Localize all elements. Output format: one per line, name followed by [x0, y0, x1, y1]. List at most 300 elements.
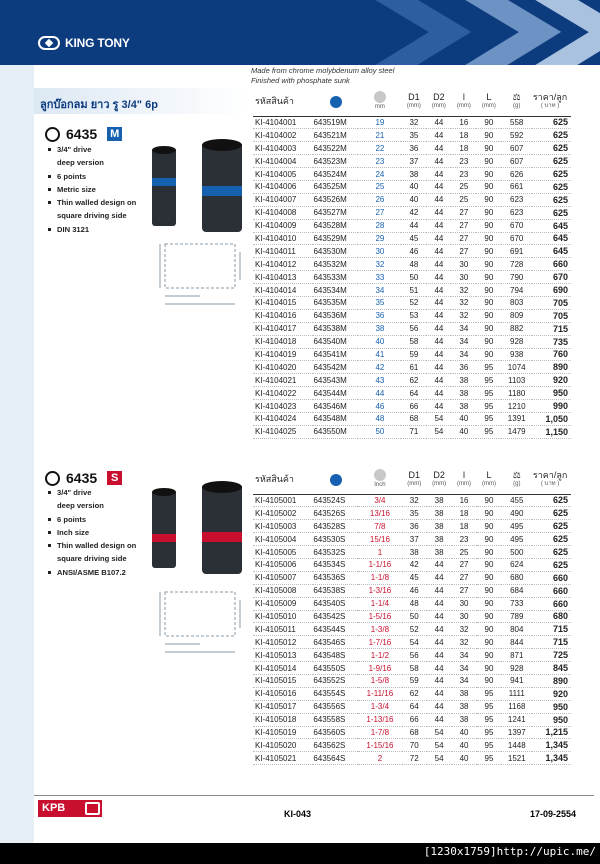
- table-row: [253, 584, 571, 597]
- ref-code: 643540S: [313, 597, 358, 610]
- d2-value: 38: [427, 533, 452, 546]
- table-row: [253, 533, 571, 546]
- ref-code: 643527M: [313, 206, 358, 219]
- item-code: KI-4104005: [253, 168, 313, 181]
- price-value: 1,215: [532, 726, 571, 739]
- d1-value: 38: [401, 168, 426, 181]
- price-value: 1,345: [532, 739, 571, 752]
- d2-value: 44: [426, 206, 451, 219]
- l1-value: 40: [451, 425, 476, 438]
- weight-value: 1103: [501, 374, 532, 387]
- l1-value: 38: [451, 374, 476, 387]
- weight-value: 871: [501, 649, 532, 662]
- weight-value: 455: [501, 494, 532, 507]
- weight-value: 1521: [501, 752, 532, 765]
- l1-value: 40: [451, 412, 476, 425]
- socket-size: 38: [358, 322, 401, 335]
- price-value: 1,150: [532, 425, 571, 438]
- price-value: 625: [532, 193, 571, 206]
- ref-code: 643538M: [313, 322, 358, 335]
- item-code: KI-4104025: [253, 425, 313, 438]
- price-value: 670: [532, 271, 571, 284]
- l-value: 95: [476, 374, 501, 387]
- feature-item: 6 points: [48, 170, 136, 183]
- socket-size-icon: [374, 469, 386, 481]
- item-code: KI-4104002: [253, 129, 313, 142]
- l-value: 90: [476, 193, 501, 206]
- l1-value: 18: [452, 507, 477, 520]
- weight-value: 1210: [501, 400, 532, 413]
- item-code: KI-4105002: [253, 507, 313, 520]
- d2-value: 54: [427, 726, 452, 739]
- ref-code: 643533M: [313, 271, 358, 284]
- item-code: KI-4104016: [253, 309, 313, 322]
- l-value: 95: [477, 739, 502, 752]
- socket-photo-metric: [140, 138, 255, 238]
- socket-size: 13/16: [358, 507, 402, 520]
- arrow-graphic: [340, 0, 600, 65]
- price-value: 990: [532, 400, 571, 413]
- l1-value: 27: [451, 232, 476, 245]
- socket-size: 15/16: [358, 533, 402, 546]
- weight-value: 809: [501, 309, 532, 322]
- table-row: [253, 520, 571, 533]
- ref-code: 643524M: [313, 168, 358, 181]
- d1-value: 52: [402, 623, 427, 636]
- d1-value: 35: [402, 507, 427, 520]
- item-code: KI-4104022: [253, 387, 313, 400]
- d1-value: 40: [401, 180, 426, 193]
- table-row: [253, 571, 571, 584]
- socket-size: 1-5/16: [358, 610, 402, 623]
- socket-size: 1-11/16: [358, 687, 402, 700]
- socket-size: 25: [358, 180, 401, 193]
- d2-value: 44: [426, 284, 451, 297]
- socket-size: 32: [358, 258, 401, 271]
- ref-code: 643525M: [313, 180, 358, 193]
- item-code: KI-4104006: [253, 180, 313, 193]
- price-value: 625: [532, 206, 571, 219]
- socket-size: 1-13/16: [358, 713, 402, 726]
- feature-item: Metric size: [48, 183, 136, 196]
- item-code: KI-4105019: [253, 726, 313, 739]
- weight-value: 728: [501, 258, 532, 271]
- item-code: KI-4105015: [253, 674, 313, 687]
- l1-value: 18: [452, 520, 477, 533]
- kpb-logo: KPB: [38, 800, 102, 817]
- d2-value: 44: [426, 155, 451, 168]
- watermark: [1230x1759]http://upic.me/: [423, 845, 596, 858]
- item-code: KI-4104008: [253, 206, 313, 219]
- weight-value: 500: [501, 546, 532, 559]
- d1-value: 53: [401, 309, 426, 322]
- price-value: 890: [532, 361, 571, 374]
- d2-value: 54: [427, 752, 452, 765]
- ref-code: 643530S: [313, 533, 358, 546]
- table-row: [253, 412, 571, 425]
- weight-value: 624: [501, 558, 532, 571]
- l1-value: 27: [452, 584, 477, 597]
- l-value: 90: [477, 584, 502, 597]
- table-row: [253, 206, 571, 219]
- ref-code: 643544S: [313, 623, 358, 636]
- ref-code: 643548S: [313, 649, 358, 662]
- kpb-logo-icon: [85, 802, 100, 815]
- ref-code: 643528M: [313, 219, 358, 232]
- l-value: 90: [477, 533, 502, 546]
- weight-value: 794: [501, 284, 532, 297]
- ref-code: 643544M: [313, 387, 358, 400]
- l1-value: 34: [451, 322, 476, 335]
- price-value: 660: [532, 258, 571, 271]
- d1-value: 58: [402, 662, 427, 675]
- socket-size: 1-3/16: [358, 584, 402, 597]
- d2-value: 44: [427, 623, 452, 636]
- item-code: KI-4105010: [253, 610, 313, 623]
- socket-size: 35: [358, 296, 401, 309]
- ref-code: 643528S: [313, 520, 358, 533]
- table-row: [253, 232, 571, 245]
- d2-value: 44: [426, 180, 451, 193]
- d2-value: 44: [426, 400, 451, 413]
- price-value: 625: [532, 558, 571, 571]
- d2-value: 44: [427, 700, 452, 713]
- weight-value: 733: [501, 597, 532, 610]
- l-value: 90: [476, 309, 501, 322]
- table-row: [253, 193, 571, 206]
- d2-value: 44: [426, 361, 451, 374]
- d2-value: 44: [427, 558, 452, 571]
- price-value: 625: [532, 142, 571, 155]
- ref-code: 643534M: [313, 284, 358, 297]
- feature-item: square driving side: [57, 211, 127, 221]
- d1-value: 42: [402, 558, 427, 571]
- l1-value: 36: [451, 361, 476, 374]
- l-value: 95: [477, 752, 502, 765]
- scale-icon: ⚖: [512, 469, 521, 480]
- l-value: 90: [477, 610, 502, 623]
- d2-value: 38: [427, 546, 452, 559]
- l-value: 90: [477, 623, 502, 636]
- d1-value: 71: [401, 425, 426, 438]
- d1-value: 68: [401, 412, 426, 425]
- l-value: 90: [476, 116, 501, 129]
- socket-size: 1: [358, 546, 402, 559]
- ref-code: 643521M: [313, 129, 358, 142]
- l1-value: 38: [452, 713, 477, 726]
- feature-item: DIN 3121: [48, 223, 136, 236]
- l-value: 90: [476, 271, 501, 284]
- d1-value: 61: [401, 361, 426, 374]
- item-code: KI-4104021: [253, 374, 313, 387]
- ref-code: 643524S: [313, 494, 358, 507]
- weight-value: 680: [501, 571, 532, 584]
- d1-value: 40: [401, 193, 426, 206]
- item-code: KI-4105021: [253, 752, 313, 765]
- l1-value: 34: [452, 649, 477, 662]
- weight-value: 941: [501, 674, 532, 687]
- table-row: [253, 674, 571, 687]
- weight-value: 495: [501, 533, 532, 546]
- item-code: KI-4104013: [253, 271, 313, 284]
- l1-value: 30: [451, 258, 476, 271]
- item-code: KI-4104007: [253, 193, 313, 206]
- l-value: 90: [476, 142, 501, 155]
- socket-size: 26: [358, 193, 401, 206]
- d1-value: 70: [402, 739, 427, 752]
- item-code: KI-4105008: [253, 584, 313, 597]
- l1-value: 38: [451, 400, 476, 413]
- l1-value: 38: [452, 687, 477, 700]
- table-row: [253, 374, 571, 387]
- ref-code: 643552S: [313, 674, 358, 687]
- socket-size: 43: [358, 374, 401, 387]
- table-row: [253, 258, 571, 271]
- weight-value: 789: [501, 610, 532, 623]
- table-row: [253, 610, 571, 623]
- socket-size: 1-3/8: [358, 623, 402, 636]
- weight-value: 661: [501, 180, 532, 193]
- l-value: 90: [476, 322, 501, 335]
- d2-value: 44: [426, 258, 451, 271]
- d1-value: 35: [401, 129, 426, 142]
- d2-value: 44: [427, 662, 452, 675]
- table-row: [253, 271, 571, 284]
- weight-value: 607: [501, 142, 532, 155]
- table-row: [253, 361, 571, 374]
- dimension-drawing-inch: [155, 586, 250, 656]
- item-code: KI-4105016: [253, 687, 313, 700]
- item-code: KI-4104012: [253, 258, 313, 271]
- l-value: 90: [476, 219, 501, 232]
- item-code: KI-4105011: [253, 623, 313, 636]
- item-code: KI-4104015: [253, 296, 313, 309]
- ref-code: 643532M: [313, 258, 358, 271]
- l1-value: 27: [451, 206, 476, 219]
- l-value: 95: [477, 687, 502, 700]
- l-value: 90: [477, 507, 502, 520]
- ref-code: 643564S: [313, 752, 358, 765]
- l1-value: 38: [451, 387, 476, 400]
- weight-value: 490: [501, 507, 532, 520]
- table-row: [253, 245, 571, 258]
- weight-value: 691: [501, 245, 532, 258]
- kingtony-logo-icon: [313, 88, 358, 116]
- section-title: ลูกบ๊อกลม ยาว รู 3/4" 6p: [34, 88, 248, 114]
- price-value: 625: [532, 180, 571, 193]
- item-code: KI-4104017: [253, 322, 313, 335]
- side-band: [0, 65, 34, 843]
- feature-item: Inch size: [48, 526, 136, 539]
- spec-table-inch: [253, 466, 571, 765]
- socket-size: 40: [358, 335, 401, 348]
- price-value: 715: [532, 636, 571, 649]
- l1-value: 30: [452, 610, 477, 623]
- d1-value: 32: [401, 116, 426, 129]
- d2-value: 38: [427, 507, 452, 520]
- l1-value: 40: [452, 726, 477, 739]
- model-heading-inch: 6435 S: [45, 470, 122, 486]
- socket-size: 41: [358, 348, 401, 361]
- socket-size: 50: [358, 425, 401, 438]
- ref-code: 643542S: [313, 610, 358, 623]
- item-code: KI-4105017: [253, 700, 313, 713]
- d1-value: 45: [401, 232, 426, 245]
- socket-size: 42: [358, 361, 401, 374]
- ref-code: 643540M: [313, 335, 358, 348]
- l-value: 90: [477, 494, 502, 507]
- d1-value: 56: [401, 322, 426, 335]
- d2-value: 44: [427, 687, 452, 700]
- socket-size: 1-3/4: [358, 700, 402, 713]
- l1-value: 34: [451, 348, 476, 361]
- price-value: 705: [532, 296, 571, 309]
- d1-value: 59: [402, 674, 427, 687]
- weight-value: 558: [501, 116, 532, 129]
- l-value: 90: [477, 520, 502, 533]
- feature-item: Thin walled design on: [48, 196, 136, 209]
- table-row: [253, 739, 571, 752]
- table-row: [253, 507, 571, 520]
- table-row: [253, 168, 571, 181]
- ref-code: 643554S: [313, 687, 358, 700]
- weight-value: 495: [501, 520, 532, 533]
- socket-size: 3/4: [358, 494, 402, 507]
- l-value: 95: [476, 425, 501, 438]
- feature-item: 3/4" drive: [48, 486, 136, 499]
- table-row: [253, 546, 571, 559]
- scale-icon: ⚖: [512, 91, 521, 102]
- l1-value: 16: [451, 116, 476, 129]
- page-number: KI-043: [284, 809, 312, 819]
- ref-code: 643522M: [313, 142, 358, 155]
- item-code: KI-4104009: [253, 219, 313, 232]
- kingtony-logo-icon: [38, 36, 60, 50]
- d2-value: 44: [426, 296, 451, 309]
- socket-size: 1-1/8: [358, 571, 402, 584]
- table-row: [253, 700, 571, 713]
- table-row: [253, 425, 571, 438]
- price-value: 660: [532, 597, 571, 610]
- d1-value: 36: [402, 520, 427, 533]
- l1-value: 23: [452, 533, 477, 546]
- l-value: 95: [476, 387, 501, 400]
- weight-value: 1074: [501, 361, 532, 374]
- socket-size: 1-9/16: [358, 662, 402, 675]
- d1-value: 72: [402, 752, 427, 765]
- l1-value: 27: [452, 558, 477, 571]
- l1-value: 34: [451, 335, 476, 348]
- socket-size: 29: [358, 232, 401, 245]
- l1-value: 23: [451, 168, 476, 181]
- table-row: [253, 494, 571, 507]
- weight-value: 804: [501, 623, 532, 636]
- d1-value: 45: [402, 571, 427, 584]
- weight-value: 844: [501, 636, 532, 649]
- table-row: [253, 309, 571, 322]
- feature-item: 6 points: [48, 513, 136, 526]
- socket-size: 34: [358, 284, 401, 297]
- socket-size: 46: [358, 400, 401, 413]
- price-value: 845: [532, 662, 571, 675]
- ref-code: 643562S: [313, 739, 358, 752]
- d1-value: 38: [402, 546, 427, 559]
- ref-code: 643529M: [313, 232, 358, 245]
- feature-item: Thin walled design on: [48, 539, 136, 552]
- item-code: KI-4105009: [253, 597, 313, 610]
- d2-value: 44: [426, 168, 451, 181]
- item-code: KI-4105004: [253, 533, 313, 546]
- ref-code: 643546M: [313, 400, 358, 413]
- socket-size: 44: [358, 387, 401, 400]
- price-value: 950: [532, 700, 571, 713]
- l1-value: 40: [452, 752, 477, 765]
- weight-value: 882: [501, 322, 532, 335]
- l1-value: 23: [451, 155, 476, 168]
- d1-value: 37: [401, 155, 426, 168]
- d1-value: 50: [401, 271, 426, 284]
- table-row: [253, 623, 571, 636]
- socket-size: 1-7/8: [358, 726, 402, 739]
- d1-value: 46: [402, 584, 427, 597]
- l1-value: 16: [452, 494, 477, 507]
- l-value: 90: [477, 674, 502, 687]
- d2-value: 44: [426, 271, 451, 284]
- ref-code: 643550S: [313, 662, 358, 675]
- d1-value: 44: [401, 219, 426, 232]
- l-value: 90: [476, 155, 501, 168]
- d2-value: 44: [426, 309, 451, 322]
- d1-value: 64: [402, 700, 427, 713]
- l-value: 90: [476, 129, 501, 142]
- price-value: 760: [532, 348, 571, 361]
- header-band: [0, 0, 600, 65]
- d1-value: 50: [402, 610, 427, 623]
- l-value: 95: [477, 726, 502, 739]
- item-code: KI-4104024: [253, 412, 313, 425]
- d1-value: 32: [402, 494, 427, 507]
- d2-value: 44: [427, 610, 452, 623]
- item-code: KI-4105001: [253, 494, 313, 507]
- price-value: 625: [532, 494, 571, 507]
- circle-icon: [45, 127, 60, 142]
- weight-value: 607: [501, 155, 532, 168]
- d2-value: 54: [427, 739, 452, 752]
- d2-value: 44: [426, 232, 451, 245]
- item-code: KI-4104023: [253, 400, 313, 413]
- price-value: 950: [532, 713, 571, 726]
- l-value: 90: [477, 571, 502, 584]
- weight-value: 938: [501, 348, 532, 361]
- item-code: KI-4104003: [253, 142, 313, 155]
- socket-size: 48: [358, 412, 401, 425]
- item-code: KI-4105006: [253, 558, 313, 571]
- l1-value: 18: [451, 129, 476, 142]
- l-value: 90: [477, 649, 502, 662]
- l-value: 90: [476, 284, 501, 297]
- d1-value: 68: [402, 726, 427, 739]
- price-value: 690: [532, 284, 571, 297]
- table-row: [253, 129, 571, 142]
- table-row: [253, 636, 571, 649]
- l1-value: 32: [451, 309, 476, 322]
- weight-value: 803: [501, 296, 532, 309]
- weight-value: 790: [501, 271, 532, 284]
- price-value: 715: [532, 322, 571, 335]
- socket-size: 19: [358, 116, 401, 129]
- weight-value: 1479: [501, 425, 532, 438]
- item-code: KI-4104010: [253, 232, 313, 245]
